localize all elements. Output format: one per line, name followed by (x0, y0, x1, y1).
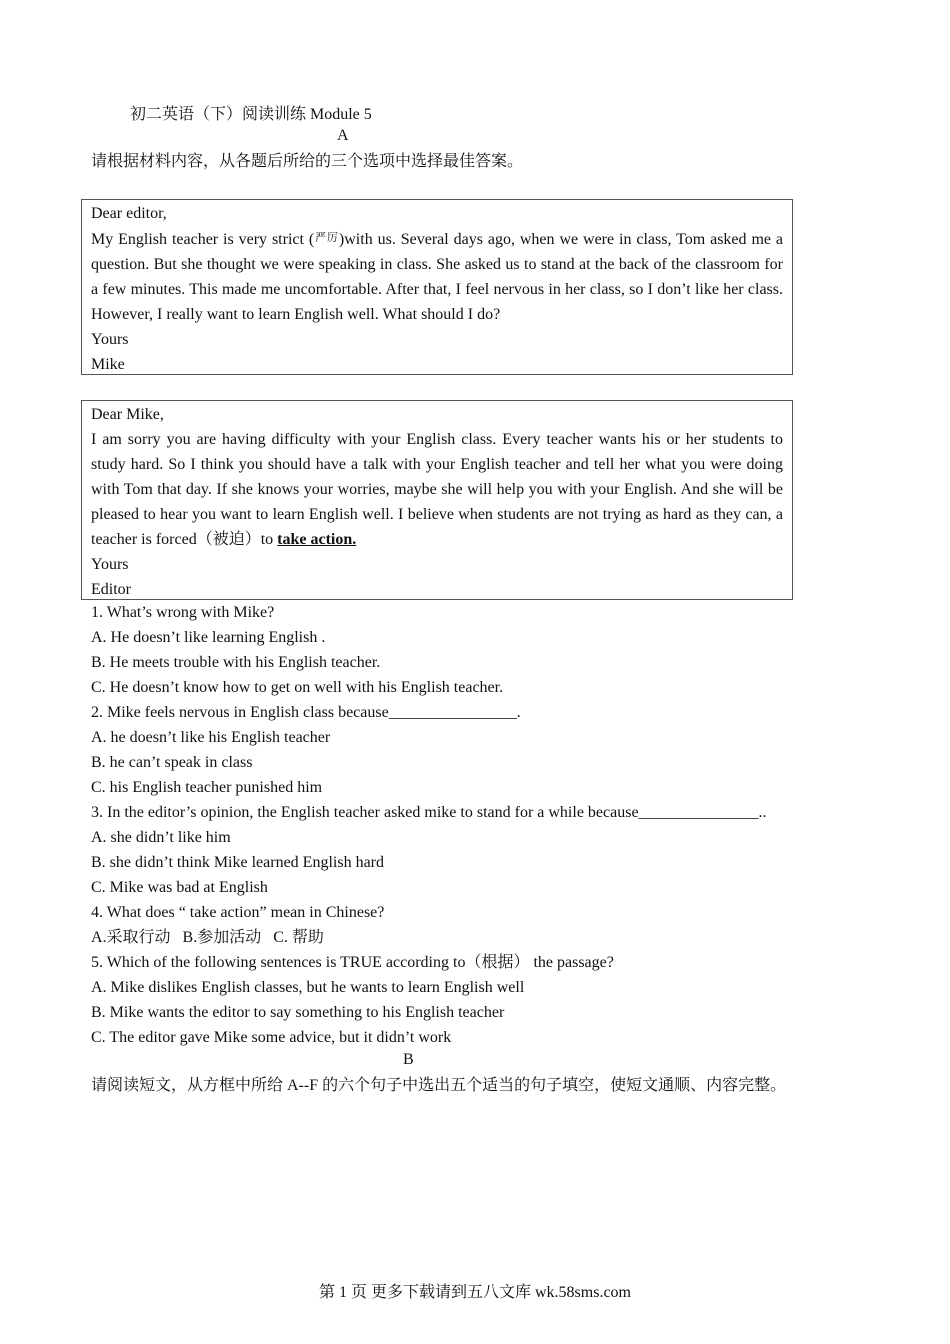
letter2-signature: Editor (91, 581, 131, 598)
q5-option-c: C. The editor gave Mike some advice, but it didn’t work (91, 1029, 452, 1046)
q3-option-b: B. she didn’t think Mike learned English hard (91, 854, 384, 871)
letter1-greeting: Dear editor, (91, 205, 167, 222)
question-4: 4. What does “ take action” mean in Chinese? (91, 904, 385, 921)
letter2-closing: Yours (91, 556, 129, 573)
letter-to-mike (81, 400, 793, 600)
q5-option-b: B. Mike wants the editor to say something to his English teacher (91, 1004, 505, 1021)
instruction-b: 请阅读短文，从方框中所给 A--F 的六个句子中选出五个适当的句子填空，使短文通顺、内容完整。 (91, 1077, 787, 1094)
question-3: 3. In the editor’s opinion, the English teacher asked mike to stand for a while because_______________.. (91, 804, 767, 821)
gloss-strict: 严厉 (314, 232, 339, 244)
page-footer: 第 1 页 更多下载请到五八文库 wk.58sms.com (318, 1284, 631, 1301)
letter1-signature: Mike (91, 356, 125, 373)
section-b-label: B (403, 1051, 414, 1068)
q3-option-a: A. she didn’t like him (91, 829, 231, 846)
letter-to-editor (81, 199, 793, 375)
instruction-a: 请根据材料内容，从各题后所给的三个选项中选择最佳答案。 (91, 153, 524, 170)
q2-option-a: A. he doesn’t like his English teacher (91, 729, 331, 746)
page-title: 初二英语（下）阅读训练 Module 5 (130, 106, 372, 123)
section-a-label: A (337, 127, 349, 144)
letter1-closing: Yours (91, 331, 129, 348)
letter2-body: I am sorry you are having difficulty with your English class. Every teacher wants his or her students to study hard. So I think you should have a talk with your English teacher and tell her what you were doing with Tom that day. If she knows your worries, maybe she will help you with your English. And she will be pleased to hear you want to learn English well. I believe when students are not trying as hard as they can, a teacher is forced（被迫）to take action. (91, 431, 783, 548)
q4-options: A.采取行动 B.参加活动 C. 帮助 (91, 929, 324, 946)
q2-option-c: C. his English teacher punished him (91, 779, 323, 796)
q1-option-a: A. He doesn’t like learning English . (91, 629, 326, 646)
question-5: 5. Which of the following sentences is TRUE according to（根据） the passage? (91, 954, 614, 971)
letter1-body: My English teacher is very strict ($^{严厉}$)with us. Several days ago, when we were in class, Tom asked me a question. But she thought we were speaking in class. She asked us to stand at the back of the classroom for a few minutes. This made me uncomfortable. After that, I feel nervous in her class, so I don’t like her class. However, I really want to learn English well. What should I do? (91, 231, 784, 323)
q2-option-b: B. he can’t speak in class (91, 754, 253, 771)
letter2-greeting: Dear Mike, (91, 406, 164, 423)
question-2: 2. Mike feels nervous in English class because________________. (91, 704, 521, 721)
q1-option-b: B. He meets trouble with his English teacher. (91, 654, 381, 671)
take-action-phrase: take action. (277, 531, 357, 548)
q3-option-c: C. Mike was bad at English (91, 879, 268, 896)
q5-option-a: A. Mike dislikes English classes, but he wants to learn English well (91, 979, 525, 996)
question-1: 1. What’s wrong with Mike? (91, 604, 275, 621)
q1-option-c: C. He doesn’t know how to get on well with his English teacher. (91, 679, 504, 696)
